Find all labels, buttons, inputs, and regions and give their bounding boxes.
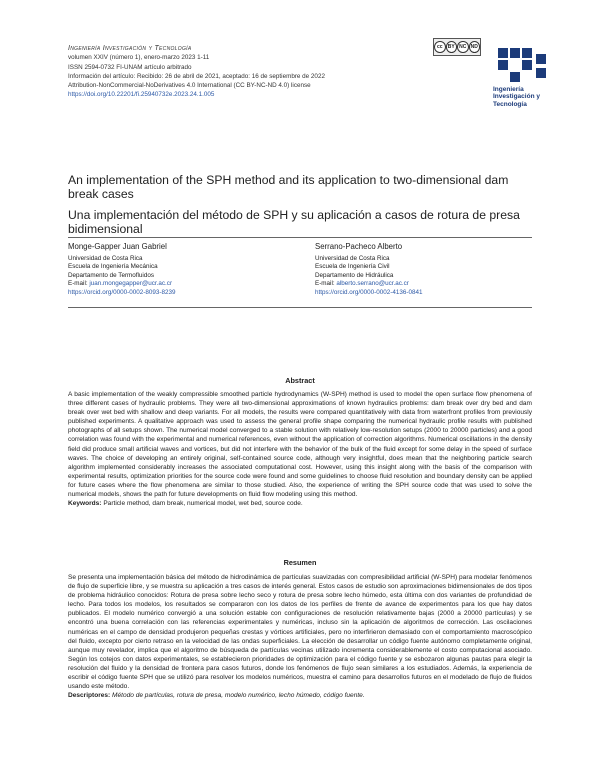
author-2-email-row: [315, 280, 545, 289]
title-english: An implementation of the SPH method and its application to two-dimensional dam break cases: [68, 173, 509, 201]
issn-line: ISSN 2594-0732 FI-UNAM artículo arbitrado: [68, 63, 192, 71]
abstract-body: [68, 390, 532, 508]
cc-icon: cc: [434, 41, 446, 53]
author-1: [68, 243, 298, 298]
abstract-heading: Abstract: [285, 376, 315, 385]
author-1-orcid-link[interactable]: https://orcid.org/0000-0002-8093-8239: [68, 288, 176, 296]
author-2: [315, 243, 545, 298]
author-2-university: Universidad de Costa Rica: [315, 254, 390, 262]
abstract-text: A basic implementation of the weakly compressible smoothed particle hydrodynamics (W-SPH) method is used to model the open surface flow phenomena of three different cases of hydraulic problems. They were all two-dimensional approximations of known hydraulics problems: dam break over dry bed and dam break over wet bed with shallow and deep variants. For all models, the results were compared quantitatively with data from waterfront profiles from previously published experiments. A qualitative approach was used to assess the general profile shape comparing the numerical hydraulic profile results with published photographs of all setups shown. The numerical model converged to a stable solution with relatively low-resolution setups (2000 to 20000 particles) and a good correlation was found with the experimental and numerical references, even without the application of correction algorithms. Numerical oscillations in the density field did produce small artificial waves and vortices, but did not interfere with the behavior of the bulk of the fluid except for some delay in the speed of surface waves. The choice of developing an entirely original, self-contained source code, although very insightful, does mean that the neighboring particle search algorithm implemented considerably increases the associated computational cost. However, using this insight along with the basis of the comparison with experimental results, optimization priorities for the source code were found and some guidelines to choose fluid resolution and boundary density can be applied for future cases where the flow phenomena are similar to those studied. Also, the experience of writing the SPH source code that was used to solve the numerical models, shows the path for future developments on fluid flow modeling using this method.: [68, 391, 532, 499]
journal-logo-text: [493, 86, 540, 108]
resumen-text: Se presenta una implementación básica del método de hidrodinámica de partículas suavizadas con compresibilidad artificial (W-SPH) para modelar fenómenos de flujo de superficie libre, y se muestra su aplicación a tres casos de interés general. Estos casos de estudio son aproximaciones bidimensionales de dos tipos de problema hidráulico conocidos: Rotura de presa sobre lecho seco y rotura de presa sobre lecho húmedo, esta última con dos variantes de profundidad de lecho. Para todos los modelos, los resultados se compararon con los datos de los perfiles de frente de avance de experimentos para los que hay datos publicados. El modelo numérico convergió a una solución estable con configuraciones de resolución relativamente bajas (2000 a 20000 partículas) y se encontró una buena correlación con las referencias experimentales y numéricas, incluso sin la aplicación de algoritmos de corrección. Las oscilaciones numéricas en el campo de densidad produjeron pequeñas crestas y vórtices artificiales, pero no interfirieron demasiado con el comportamiento macroscópico del fluido, excepto por cierto retraso en la velocidad de las ondas superficiales. La elección de desarrollar un código fuente autónomo completamente original, aunque muy revelador, implica que el algoritmo de búsqueda de partículas vecinas utilizado incrementa considerablemente el costo computacional asociado. Según los cotejos con datos experimentales, se establecieron prioridades de optimización para el código fuente y se esbozaron algunas pautas para elegir la resolución del fluido y la densidad de frontera para casos futuros, donde los fenómenos de flujo sean similares a los estudiados. Además, la experiencia de escribir el código fuente SPH que se utilizó para resolver los modelos numéricos, muestra el camino para desarrollos futuros en el modelado de flujo de fluidos usando este método.: [68, 574, 532, 691]
resumen-body: [68, 573, 532, 700]
author-1-school: Escuela de Ingeniería Mecánica: [68, 263, 158, 271]
nc-icon: NC: [457, 41, 469, 53]
title-spanish: Una implementación del método de SPH y su aplicación a casos de rotura de presa bidimensional: [68, 208, 520, 236]
volume-line: volumen XXIV (número 1), enero-marzo 2023 1-11: [68, 54, 210, 62]
logo-line-3: Tecnología: [493, 100, 527, 108]
author-1-university: Universidad de Costa Rica: [68, 254, 143, 262]
keywords-text: Particle method, dam break, numerical model, wet bed, source code.: [103, 500, 303, 508]
author-1-department: Departamento de Termofluidos: [68, 271, 154, 279]
journal-logo-icon: [492, 46, 554, 86]
license-line: Attribution-NonCommercial-NoDerivatives 4.0 International (CC BY-NC-ND 4.0) license: [68, 82, 311, 90]
logo-line-2: Investigación y: [493, 93, 540, 101]
author-2-department: Departamento de Hidráulica: [315, 271, 394, 279]
cc-license-badge[interactable]: [433, 38, 481, 56]
author-2-email-label: E-mail:: [315, 280, 335, 288]
author-2-orcid-link[interactable]: https://orcid.org/0000-0002-4136-0841: [315, 288, 423, 296]
author-1-name: Monge-Gapper Juan Gabriel: [68, 242, 167, 251]
descriptores-label: Descriptores:: [68, 692, 111, 700]
author-2-email-link[interactable]: alberto.serrano@ucr.ac.cr: [336, 280, 409, 288]
descriptores-text: Método de partículas, rotura de presa, modelo numérico, lecho húmedo, código fuente.: [112, 692, 365, 700]
title-divider: [68, 237, 532, 238]
journal-header: [68, 44, 398, 100]
doi-link[interactable]: https://doi.org/10.22201/fi.25940732e.2023.24.1.005: [68, 91, 215, 99]
logo-line-1: Ingeniería: [493, 86, 524, 93]
journal-name: Ingeniería Investigación y Tecnología: [68, 45, 192, 52]
author-2-name: Serrano-Pacheco Alberto: [315, 242, 403, 251]
author-1-email-label: E-mail:: [68, 280, 88, 288]
keywords-label: Keywords:: [68, 500, 102, 508]
article-info: Información del artículo: Recibido: 26 de abril de 2021, aceptado: 16 de septiembre de 2022: [68, 72, 325, 80]
author-1-email-link[interactable]: juan.mongegapper@ucr.ac.cr: [89, 280, 173, 288]
resumen-heading: Resumen: [283, 558, 317, 567]
author-2-school: Escuela de Ingeniería Civil: [315, 263, 390, 271]
author-1-email-row: [68, 280, 298, 289]
nd-icon: ND: [469, 41, 481, 53]
by-icon: BY: [446, 41, 458, 53]
authors-divider: [68, 307, 532, 308]
